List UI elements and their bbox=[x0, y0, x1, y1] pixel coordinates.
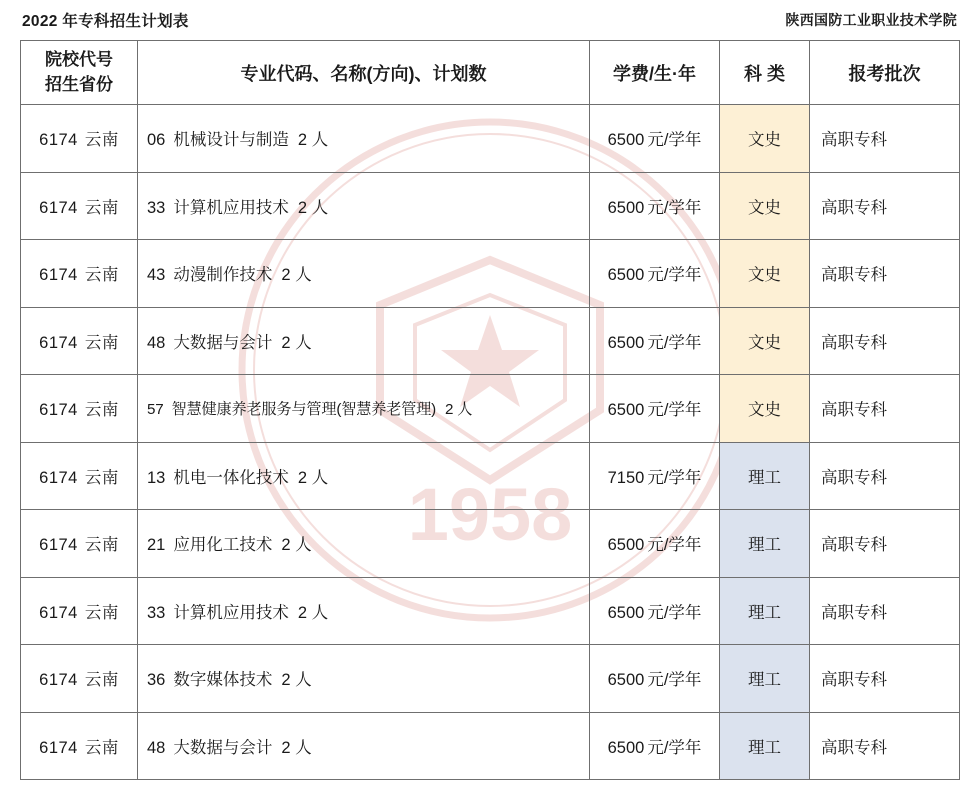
cell-tuition bbox=[590, 307, 720, 375]
major-code: 13 bbox=[147, 468, 166, 487]
major-name: 大数据与会计 bbox=[173, 333, 273, 352]
tuition-unit: 元/学年 bbox=[647, 671, 702, 690]
cell-subject-category: 理工 bbox=[720, 442, 810, 510]
cell-major bbox=[138, 105, 590, 173]
cell-institution-code bbox=[21, 442, 138, 510]
cell-subject-category: 文史 bbox=[720, 105, 810, 173]
plan-count: 2 人 bbox=[281, 266, 312, 285]
cell-subject-category: 理工 bbox=[720, 510, 810, 578]
cell-major bbox=[138, 712, 590, 780]
province: 云南 bbox=[84, 266, 119, 285]
cell-tuition bbox=[590, 577, 720, 645]
tuition-amount: 6500 bbox=[607, 603, 645, 622]
table-body bbox=[21, 105, 960, 780]
institution-code: 6174 bbox=[39, 536, 78, 555]
institution-code: 6174 bbox=[39, 401, 78, 420]
major-name: 计算机应用技术 bbox=[173, 603, 289, 622]
cell-institution-code bbox=[21, 375, 138, 443]
province: 云南 bbox=[84, 198, 119, 217]
document-header bbox=[0, 0, 979, 40]
cell-subject-category: 文史 bbox=[720, 172, 810, 240]
institution-code: 6174 bbox=[39, 333, 78, 352]
cell-batch: 高职专科 bbox=[810, 577, 960, 645]
cell-tuition bbox=[590, 510, 720, 578]
institution-code: 6174 bbox=[39, 468, 78, 487]
tuition-amount: 7150 bbox=[607, 468, 645, 487]
major-code: 48 bbox=[147, 738, 166, 757]
major-code: 33 bbox=[147, 198, 166, 217]
province: 云南 bbox=[84, 536, 119, 555]
province: 云南 bbox=[84, 738, 119, 757]
cell-subject-category: 理工 bbox=[720, 712, 810, 780]
plan-count: 2 人 bbox=[297, 131, 329, 150]
cell-tuition bbox=[590, 375, 720, 443]
cell-tuition bbox=[590, 105, 720, 173]
column-header-code-line1: 院校代号 bbox=[45, 49, 113, 69]
cell-batch: 高职专科 bbox=[810, 307, 960, 375]
major-code: 06 bbox=[147, 131, 166, 150]
column-header-code-line2: 招生省份 bbox=[45, 74, 113, 94]
tuition-unit: 元/学年 bbox=[647, 536, 702, 555]
cell-tuition bbox=[590, 645, 720, 713]
column-header-fee: 学费/生·年 bbox=[590, 41, 720, 105]
major-code: 21 bbox=[147, 536, 166, 555]
tuition-amount: 6500 bbox=[607, 333, 645, 352]
major-name: 应用化工技术 bbox=[173, 536, 273, 555]
major-name: 机械设计与制造 bbox=[173, 131, 289, 150]
cell-institution-code bbox=[21, 172, 138, 240]
tuition-unit: 元/学年 bbox=[647, 198, 702, 217]
plan-count: 2 人 bbox=[281, 671, 312, 690]
plan-count: 2 人 bbox=[297, 468, 329, 487]
major-name: 机电一体化技术 bbox=[173, 468, 289, 487]
cell-batch: 高职专科 bbox=[810, 510, 960, 578]
cell-major bbox=[138, 442, 590, 510]
table-row bbox=[21, 240, 960, 308]
cell-batch: 高职专科 bbox=[810, 645, 960, 713]
tuition-unit: 元/学年 bbox=[647, 266, 702, 285]
tuition-unit: 元/学年 bbox=[647, 131, 702, 150]
cell-batch: 高职专科 bbox=[810, 442, 960, 510]
institution-code: 6174 bbox=[39, 603, 78, 622]
tuition-amount: 6500 bbox=[607, 671, 645, 690]
cell-major bbox=[138, 307, 590, 375]
major-name: 动漫制作技术 bbox=[173, 266, 273, 285]
province: 云南 bbox=[84, 333, 119, 352]
cell-institution-code bbox=[21, 645, 138, 713]
cell-batch: 高职专科 bbox=[810, 105, 960, 173]
major-code: 48 bbox=[147, 333, 166, 352]
cell-major bbox=[138, 375, 590, 443]
plan-count: 2 人 bbox=[297, 603, 329, 622]
major-code: 36 bbox=[147, 671, 166, 690]
table-row bbox=[21, 172, 960, 240]
province: 云南 bbox=[84, 468, 119, 487]
institution-code: 6174 bbox=[39, 266, 78, 285]
column-header-code bbox=[21, 41, 138, 105]
cell-major bbox=[138, 510, 590, 578]
cell-major bbox=[138, 645, 590, 713]
cell-tuition bbox=[590, 172, 720, 240]
table-header-row bbox=[21, 41, 960, 105]
tuition-amount: 6500 bbox=[607, 131, 645, 150]
institution-name: 陕西国防工业职业技术学院 bbox=[785, 12, 957, 28]
tuition-unit: 元/学年 bbox=[647, 401, 702, 420]
institution-code: 6174 bbox=[39, 671, 78, 690]
plan-count: 2 人 bbox=[281, 536, 312, 555]
cell-major bbox=[138, 172, 590, 240]
tuition-unit: 元/学年 bbox=[647, 468, 702, 487]
cell-subject-category: 文史 bbox=[720, 375, 810, 443]
document-title: 2022 年专科招生计划表 bbox=[22, 13, 189, 30]
tuition-amount: 6500 bbox=[607, 198, 645, 217]
institution-code: 6174 bbox=[39, 131, 78, 150]
province: 云南 bbox=[84, 131, 119, 150]
admission-plan-table bbox=[20, 40, 960, 780]
cell-institution-code bbox=[21, 712, 138, 780]
province: 云南 bbox=[84, 671, 119, 690]
table-row bbox=[21, 510, 960, 578]
column-header-kelei: 科 类 bbox=[720, 41, 810, 105]
table-row bbox=[21, 307, 960, 375]
plan-count: 2 人 bbox=[281, 333, 312, 352]
major-name: 智慧健康养老服务与管理(智慧养老管理) bbox=[171, 400, 437, 418]
plan-count: 2 人 bbox=[281, 738, 312, 757]
cell-batch: 高职专科 bbox=[810, 712, 960, 780]
tuition-amount: 6500 bbox=[607, 401, 645, 420]
province: 云南 bbox=[84, 401, 119, 420]
major-code: 57 bbox=[147, 400, 164, 418]
cell-tuition bbox=[590, 240, 720, 308]
cell-institution-code bbox=[21, 240, 138, 308]
province: 云南 bbox=[84, 603, 119, 622]
cell-major bbox=[138, 240, 590, 308]
cell-tuition bbox=[590, 712, 720, 780]
institution-code: 6174 bbox=[39, 198, 78, 217]
major-code: 33 bbox=[147, 603, 166, 622]
table-row bbox=[21, 105, 960, 173]
table-row bbox=[21, 442, 960, 510]
cell-institution-code bbox=[21, 510, 138, 578]
cell-batch: 高职专科 bbox=[810, 375, 960, 443]
cell-subject-category: 文史 bbox=[720, 240, 810, 308]
tuition-unit: 元/学年 bbox=[647, 333, 702, 352]
major-name: 大数据与会计 bbox=[173, 738, 273, 757]
cell-subject-category: 理工 bbox=[720, 577, 810, 645]
cell-subject-category: 理工 bbox=[720, 645, 810, 713]
cell-batch: 高职专科 bbox=[810, 172, 960, 240]
plan-count: 2 人 bbox=[445, 400, 473, 418]
tuition-amount: 6500 bbox=[607, 738, 645, 757]
major-name: 数字媒体技术 bbox=[173, 671, 273, 690]
cell-institution-code bbox=[21, 577, 138, 645]
major-code: 43 bbox=[147, 266, 166, 285]
column-header-batch: 报考批次 bbox=[810, 41, 960, 105]
cell-institution-code bbox=[21, 105, 138, 173]
tuition-amount: 6500 bbox=[607, 536, 645, 555]
table-row bbox=[21, 712, 960, 780]
table-row bbox=[21, 577, 960, 645]
cell-batch: 高职专科 bbox=[810, 240, 960, 308]
cell-institution-code bbox=[21, 307, 138, 375]
major-name: 计算机应用技术 bbox=[173, 198, 289, 217]
tuition-unit: 元/学年 bbox=[647, 603, 702, 622]
institution-code: 6174 bbox=[39, 738, 78, 757]
cell-major bbox=[138, 577, 590, 645]
seal-year-text: 1958 bbox=[407, 473, 572, 556]
plan-count: 2 人 bbox=[297, 198, 329, 217]
tuition-unit: 元/学年 bbox=[647, 738, 702, 757]
tuition-amount: 6500 bbox=[607, 266, 645, 285]
cell-tuition bbox=[590, 442, 720, 510]
table-row bbox=[21, 375, 960, 443]
plan-table-container bbox=[0, 40, 979, 780]
column-header-major: 专业代码、名称(方向)、计划数 bbox=[138, 41, 590, 105]
table-row bbox=[21, 645, 960, 713]
cell-subject-category: 文史 bbox=[720, 307, 810, 375]
